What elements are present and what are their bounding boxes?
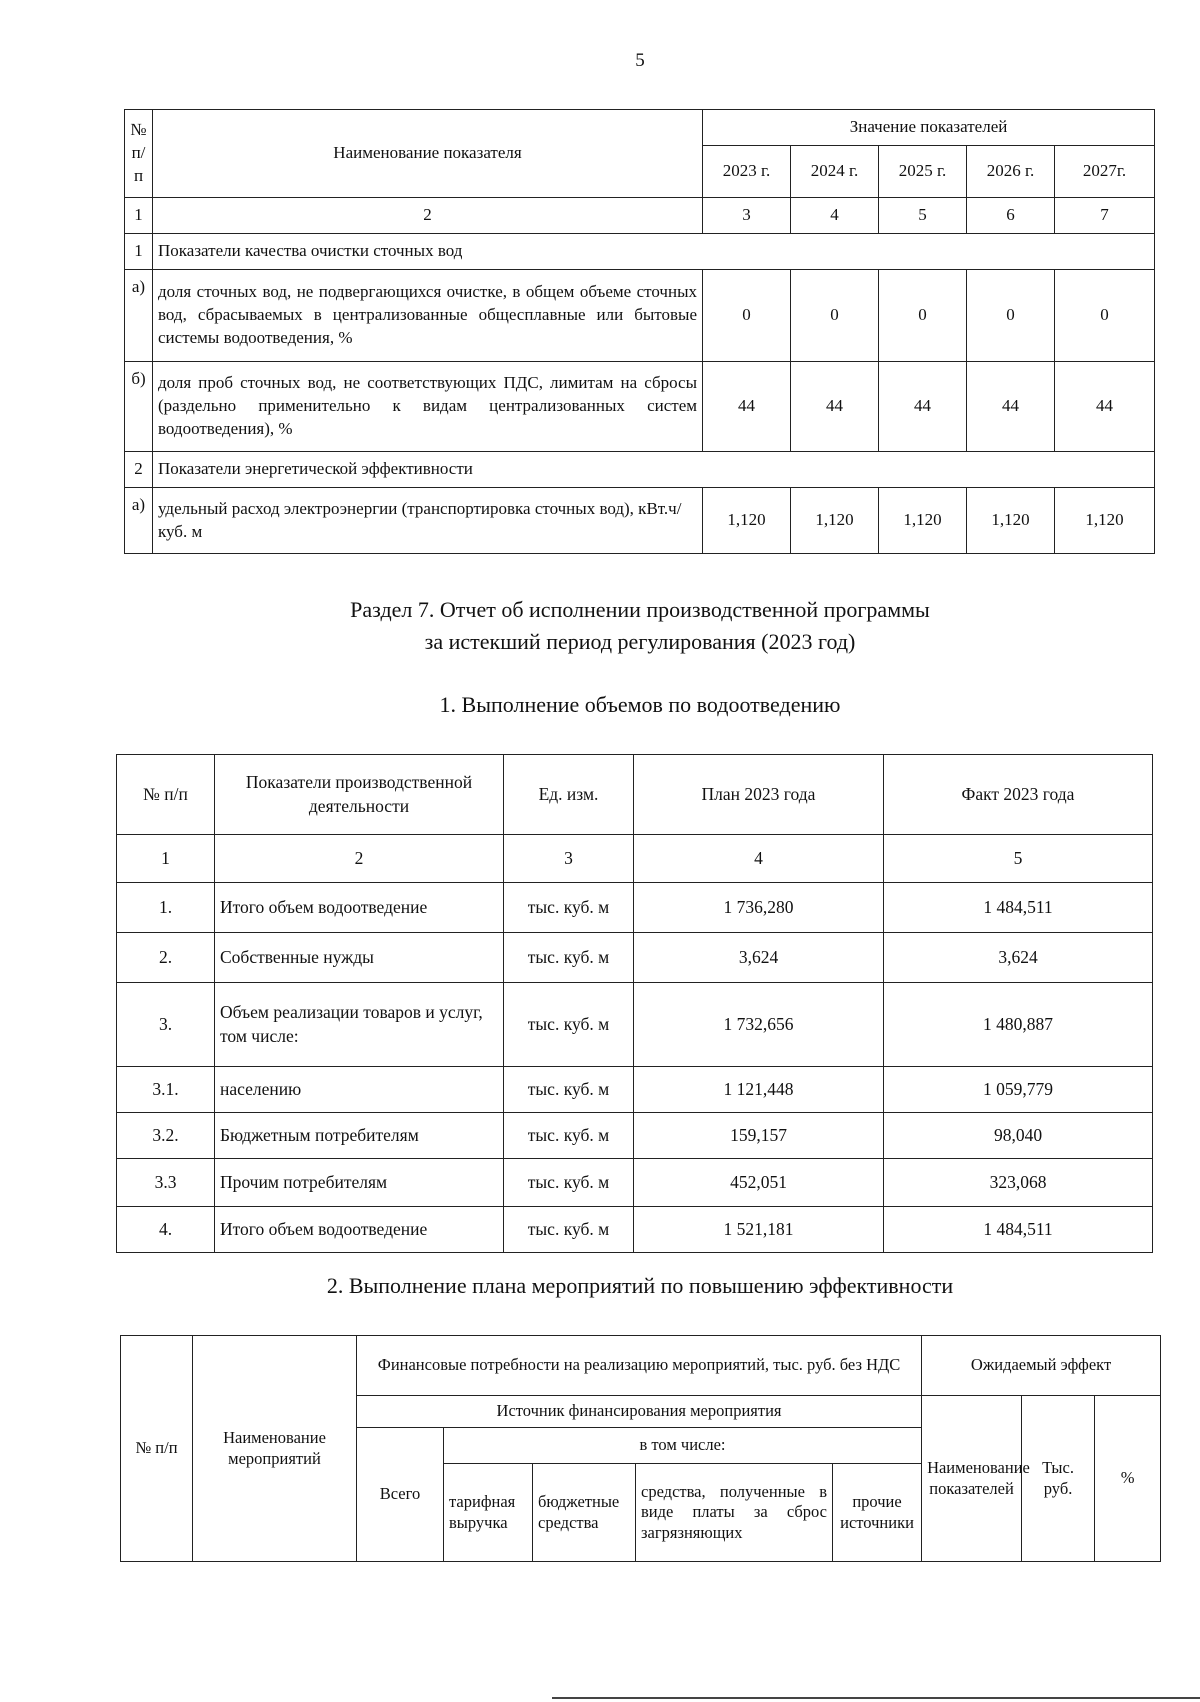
header-year: 2024 г. [791, 146, 879, 198]
header-year: 2023 г. [703, 146, 791, 198]
table-row [117, 1207, 1153, 1253]
row-num: 3.3 [117, 1159, 215, 1207]
section-num: 2 [125, 452, 153, 488]
table-row [117, 1159, 1153, 1207]
header-year: 2027г. [1055, 146, 1155, 198]
row-plan: 1 736,280 [634, 883, 884, 933]
col-number: 5 [879, 198, 967, 234]
indicator-name: доля сточных вод, не подвергающихся очистке, в общем объеме сточных вод, сбрасываемых в централизованные общесплавные или бытовые системы водоотведения, % [153, 270, 703, 362]
row-num: а) [125, 488, 153, 554]
table-row [117, 883, 1153, 933]
row-num: 1. [117, 883, 215, 933]
header-funding-source: Источник финансирования мероприятия [357, 1396, 922, 1428]
header-indicator-name: Наименование показателей [922, 1396, 1022, 1562]
section-title: Показатели качества очистки сточных вод [153, 234, 1155, 270]
row-num: 2. [117, 933, 215, 983]
indicator-value: 0 [967, 270, 1055, 362]
indicator-value: 1,120 [791, 488, 879, 554]
header-budget-funds: бюджетные средства [533, 1464, 636, 1562]
row-plan: 1 521,181 [634, 1207, 884, 1253]
indicator-value: 44 [791, 362, 879, 452]
row-fact: 1 484,511 [884, 883, 1153, 933]
row-num: б) [125, 362, 153, 452]
row-plan: 1 121,448 [634, 1067, 884, 1113]
col-number: 3 [703, 198, 791, 234]
indicators-table [124, 109, 1155, 554]
row-plan: 3,624 [634, 933, 884, 983]
row-fact: 1 484,511 [884, 1207, 1153, 1253]
header-indicator-name: Наименование показателя [153, 110, 703, 198]
table-row [117, 933, 1153, 983]
row-name: Прочим потребителям [215, 1159, 504, 1207]
row-num: 3. [117, 983, 215, 1067]
volumes-table [116, 754, 1153, 1253]
header-measure-name: Наименование мероприятий [193, 1336, 357, 1562]
section7-title-line2: за истекший период регулирования (2023 год) [424, 628, 856, 654]
bottom-edge-line [552, 1697, 1200, 1699]
header-num: № п/п [121, 1336, 193, 1562]
header-thousand-rub: Тыс. руб. [1022, 1396, 1095, 1562]
row-fact: 323,068 [884, 1159, 1153, 1207]
header-fact: Факт 2023 года [884, 755, 1153, 835]
row-name: Итого объем водоотведение [215, 1207, 504, 1253]
header-other-sources: прочие источники [833, 1464, 922, 1562]
col-number: 2 [153, 198, 703, 234]
indicator-value: 1,120 [879, 488, 967, 554]
col-number: 3 [504, 835, 634, 883]
page-number: 5 [635, 50, 645, 71]
indicator-value: 44 [967, 362, 1055, 452]
row-num: 4. [117, 1207, 215, 1253]
table-row [117, 983, 1153, 1067]
col-number: 6 [967, 198, 1055, 234]
row-unit: тыс. куб. м [504, 1207, 634, 1253]
row-unit: тыс. куб. м [504, 1113, 634, 1159]
row-name: Собственные нужды [215, 933, 504, 983]
header-year: 2025 г. [879, 146, 967, 198]
row-name: Объем реализации товаров и услуг, том числе: [215, 983, 504, 1067]
header-num: № п/ п [125, 110, 153, 198]
row-num: 3.1. [117, 1067, 215, 1113]
row-num: а) [125, 270, 153, 362]
header-tariff-revenue: тарифная выручка [444, 1464, 533, 1562]
row-unit: тыс. куб. м [504, 1159, 634, 1207]
indicator-value: 0 [703, 270, 791, 362]
indicator-value: 1,120 [1055, 488, 1155, 554]
table-row [117, 1067, 1153, 1113]
section-num: 1 [125, 234, 153, 270]
indicator-name: удельный расход электроэнергии (транспортировка сточных вод), кВт.ч/куб. м [153, 488, 703, 554]
indicator-value: 44 [879, 362, 967, 452]
row-unit: тыс. куб. м [504, 983, 634, 1067]
col-number: 1 [117, 835, 215, 883]
indicator-value: 0 [1055, 270, 1155, 362]
header-pollutant-fees: средства, полученные в виде платы за сброс загрязняющих [636, 1464, 833, 1562]
row-num: 3.2. [117, 1113, 215, 1159]
indicator-value: 44 [703, 362, 791, 452]
col-number: 4 [634, 835, 884, 883]
header-expected-effect: Ожидаемый эффект [922, 1336, 1161, 1396]
table-row [117, 1113, 1153, 1159]
row-name: Итого объем водоотведение [215, 883, 504, 933]
header-percent: % [1095, 1396, 1161, 1562]
row-unit: тыс. куб. м [504, 883, 634, 933]
section7-title [0, 594, 1200, 658]
indicator-value: 0 [791, 270, 879, 362]
col-number: 7 [1055, 198, 1155, 234]
header-unit: Ед. изм. [504, 755, 634, 835]
indicator-value: 44 [1055, 362, 1155, 452]
subsection1-title: 1. Выполнение объемов по водоотведению [439, 692, 841, 717]
row-plan: 1 732,656 [634, 983, 884, 1067]
row-name: Бюджетным потребителям [215, 1113, 504, 1159]
header-values-group: Значение показателей [703, 110, 1155, 146]
section7-title-line1: Раздел 7. Отчет об исполнении производственной программы [350, 597, 930, 622]
row-unit: тыс. куб. м [504, 933, 634, 983]
header-financial-needs: Финансовые потребности на реализацию мероприятий, тыс. руб. без НДС [357, 1336, 922, 1396]
row-fact: 3,624 [884, 933, 1153, 983]
header-total: Всего [357, 1428, 444, 1562]
indicator-value: 1,120 [967, 488, 1055, 554]
measures-table [120, 1335, 1161, 1562]
row-name: населению [215, 1067, 504, 1113]
row-fact: 98,040 [884, 1113, 1153, 1159]
header-year: 2026 г. [967, 146, 1055, 198]
col-number: 5 [884, 835, 1153, 883]
header-including: в том числе: [444, 1428, 922, 1464]
col-number: 4 [791, 198, 879, 234]
header-plan: План 2023 года [634, 755, 884, 835]
indicator-value: 0 [879, 270, 967, 362]
col-number: 2 [215, 835, 504, 883]
row-plan: 159,157 [634, 1113, 884, 1159]
row-plan: 452,051 [634, 1159, 884, 1207]
col-number: 1 [125, 198, 153, 234]
header-num: № п/п [117, 755, 215, 835]
indicator-value: 1,120 [703, 488, 791, 554]
indicator-name: доля проб сточных вод, не соответствующих ПДС, лимитам на сбросы (раздельно применительно к видам централизованных систем водоотведения), % [153, 362, 703, 452]
row-fact: 1 480,887 [884, 983, 1153, 1067]
row-fact: 1 059,779 [884, 1067, 1153, 1113]
section-title: Показатели энергетической эффективности [153, 452, 1155, 488]
row-unit: тыс. куб. м [504, 1067, 634, 1113]
subsection2-title: 2. Выполнение плана мероприятий по повышению эффективности [326, 1273, 954, 1298]
header-indicator: Показатели производственной деятельности [215, 755, 504, 835]
